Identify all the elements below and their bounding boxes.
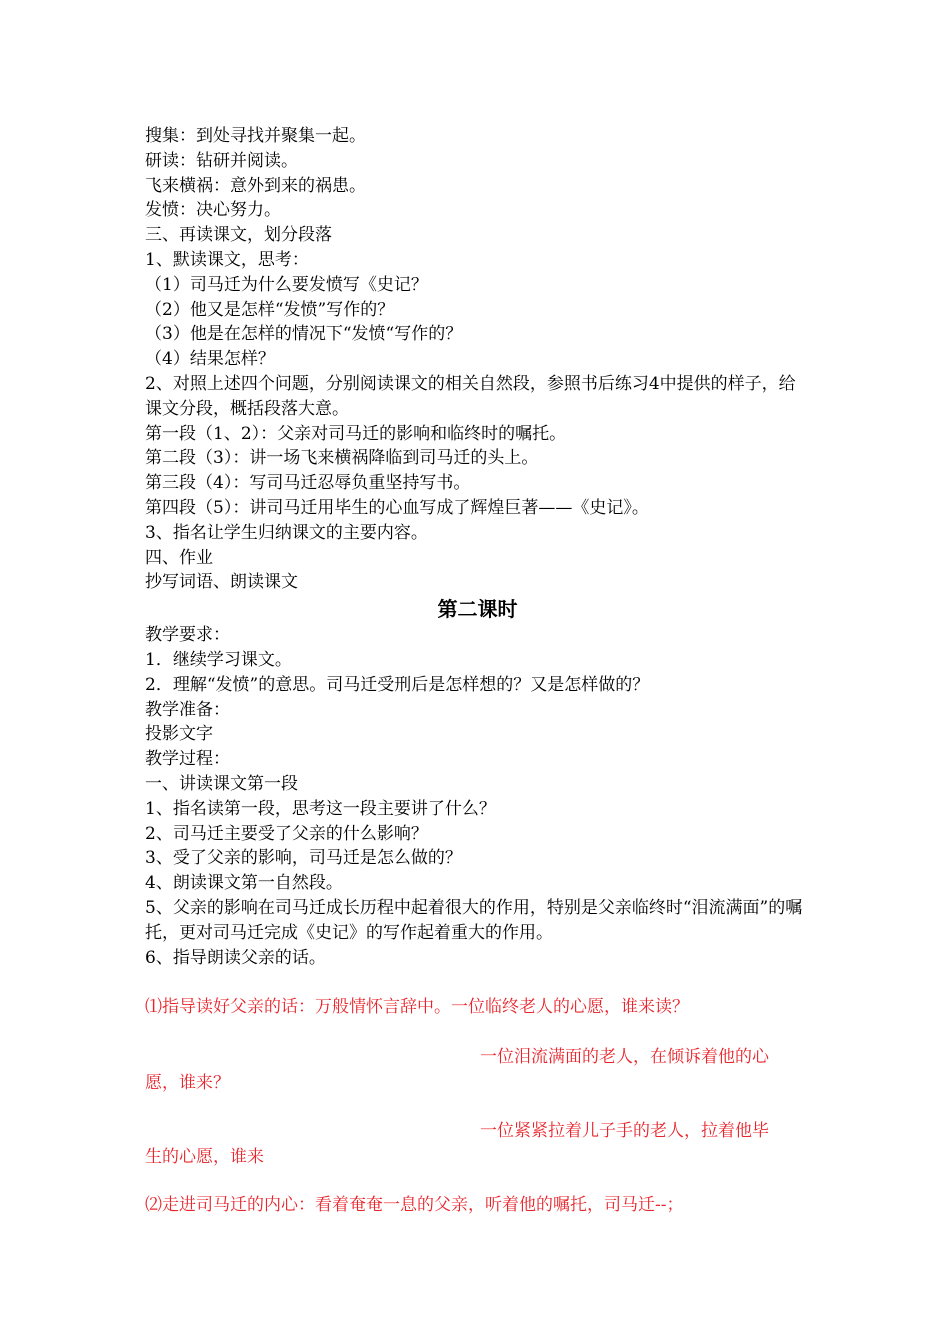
text-line: 抄写词语、朗读课文 <box>145 572 298 593</box>
section-heading: 四、作业 <box>145 547 213 568</box>
text-line: 第四段（5）：讲司马迁用毕生的心血写成了辉煌巨著——《史记》。 <box>145 497 649 518</box>
text-line: 1．继续学习课文。 <box>145 649 292 670</box>
red-note-3-line-1: 一位紧紧拉着儿子手的老人，拉着他毕 <box>480 1121 769 1142</box>
section-heading: 一、讲读课文第一段 <box>145 773 298 794</box>
red-note-4: ⑵走进司马迁的内心：看着奄奄一息的父亲，听着他的嘱托，司马迁--； <box>145 1195 684 1216</box>
red-note-2-line-2: 愿，谁来？ <box>145 1073 230 1094</box>
question-item: （1）司马迁为什么要发愤写《史记？ <box>145 274 428 295</box>
question-item: （3）他是在怎样的情况下“发愤“写作的？ <box>145 324 463 345</box>
text-line: 1、指名读第一段，思考这一段主要讲了什么？ <box>145 798 496 819</box>
paragraph: 2、对照上述四个问题，分别阅读课文的相关自然段，参照书后练习4中提供的样子，给课文分段，概括段落大意。 <box>145 373 796 419</box>
text-line: 1、默读课文，思考： <box>145 249 309 270</box>
text-line: 2．理解“发愤”的意思。司马迁受刑后是怎样想的？又是怎样做的？ <box>145 674 650 695</box>
text-line: 第二段（3）：讲一场飞来横祸降临到司马迁的头上。 <box>145 448 539 469</box>
text-line: 6、指导朗读父亲的话。 <box>145 947 326 968</box>
question-item: （2）他又是怎样“发愤”写作的？ <box>145 299 395 320</box>
section-heading: 三、再读课文，划分段落 <box>145 225 332 246</box>
text-line: 教学准备： <box>145 699 230 720</box>
text-line: 2、司马迁主要受了父亲的什么影响？ <box>145 823 428 844</box>
text-line: 发愤：决心努力。 <box>145 200 281 221</box>
text-line: 4、朗读课文第一自然段。 <box>145 873 343 894</box>
text-line: 第三段（4）：写司马迁忍辱负重坚持写书。 <box>145 473 471 494</box>
text-line: 投影文字 <box>145 724 213 745</box>
text-line: 飞来横祸：意外到来的祸患。 <box>145 175 366 196</box>
red-note-2-line-1: 一位泪流满面的老人，在倾诉着他的心 <box>480 1047 769 1068</box>
text-line: 教学过程： <box>145 749 230 770</box>
text-line: 教学要求： <box>145 625 230 646</box>
text-line: 3、受了父亲的影响，司马迁是怎么做的？ <box>145 848 462 869</box>
red-note-3-line-2: 生的心愿，谁来 <box>145 1147 264 1168</box>
text-line: 搜集：到处寻找并聚集一起。 <box>145 126 366 146</box>
text-line: 3、指名让学生归纳课文的主要内容。 <box>145 522 428 543</box>
text-line: 第一段（1、2）：父亲对司马迁的影响和临终时的嘱托。 <box>145 423 567 444</box>
lesson-heading: 第二课时 <box>437 597 518 622</box>
document-page <box>145 124 810 1218</box>
paragraph: 5、父亲的影响在司马迁成长历程中起着很大的作用，特别是父亲临终时“泪流满面”的嘱托，更对司马迁完成《史记》的写作起着重大的作用。 <box>145 897 803 943</box>
question-item: （4）结果怎样？ <box>145 349 275 370</box>
text-line: 研读：钻研并阅读。 <box>145 150 298 171</box>
red-note-1: ⑴指导读好父亲的话：万般情怀言辞中。一位临终老人的心愿，谁来读？ <box>145 997 689 1018</box>
